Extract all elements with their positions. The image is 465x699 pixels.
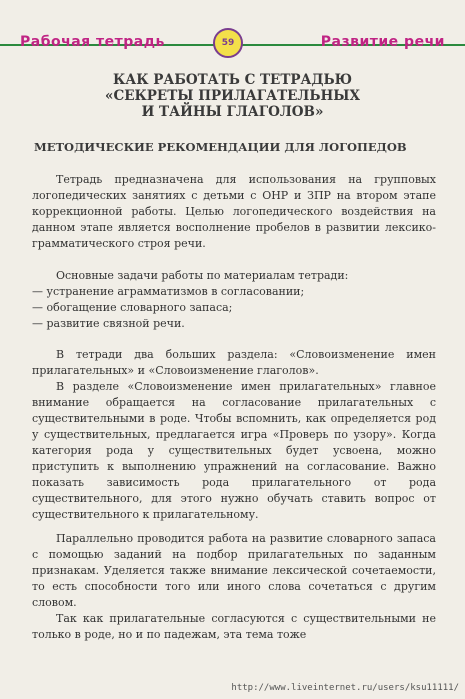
page-title	[40, 72, 425, 120]
paragraph-text: Так как прилагательные согласуются с существительными не только в роде, но и по падежам, эта тема тоже	[32, 612, 436, 641]
paragraph-intro	[32, 172, 436, 252]
paragraph-text: Параллельно проводится работа на развитие словарного запаса с помощью заданий на подбор прилагательных по заданным признакам. Уделяется также внимание лексической сочетаемости, то есть способности того или иного слова сочетаться с другим словом.	[32, 532, 436, 609]
series-title: Развитие речи	[320, 34, 445, 50]
paragraph-text: В тетради два больших раздела: «Словоизменение имен прилагательных» и «Словоизменение глаголов».	[32, 348, 436, 377]
title-line-2: «СЕКРЕТЫ ПРИЛАГАТЕЛЬНЫХ	[105, 88, 360, 104]
paragraph-text: Тетрадь предназначена для использования на групповых логопедических занятиях с детьми с ОНР и ЗПР на втором этапе коррекционной работы. Целью логопедического воздействия на данном этапе является восполнение пробелов в развитии лексико-грамматического строя речи.	[32, 173, 436, 250]
sections-block	[32, 347, 436, 643]
list-item: — устранение аграмматизмов в согласовании;	[32, 285, 305, 298]
workbook-title: Рабочая тетрадь	[20, 34, 165, 50]
paragraph-text: В разделе «Словоизменение имен прилагательных» главное внимание обращается на согласование прилагательных с существительными в роде. Чтобы вспомнить, как определяется род у существительных, предлагается игра «Проверь по узору». Когда категория рода у существительных будет усвоена, можно приступить к выполнению упражнений на согласование. Важно показать зависимость рода прилагательного от рода существительного, для этого нужно обучать ставить вопрос от существительного к прилагательному.	[32, 380, 436, 521]
source-url: http://www.liveinternet.ru/users/ksu11111/	[231, 683, 459, 693]
title-line-1: КАК РАБОТАТЬ С ТЕТРАДЬЮ	[112, 72, 353, 88]
page-header	[0, 28, 465, 62]
tasks-heading: Основные задачи работы по материалам тетради:	[56, 269, 349, 282]
page-number-badge: 59	[213, 28, 243, 58]
tasks-block	[32, 268, 436, 332]
title-line-3: И ТАЙНЫ ГЛАГОЛОВ»	[141, 104, 324, 120]
list-item: — развитие связной речи.	[32, 317, 185, 330]
list-item: — обогащение словарного запаса;	[32, 301, 233, 314]
section-heading: МЕТОДИЧЕСКИЕ РЕКОМЕНДАЦИИ ДЛЯ ЛОГОПЕДОВ	[34, 140, 407, 154]
